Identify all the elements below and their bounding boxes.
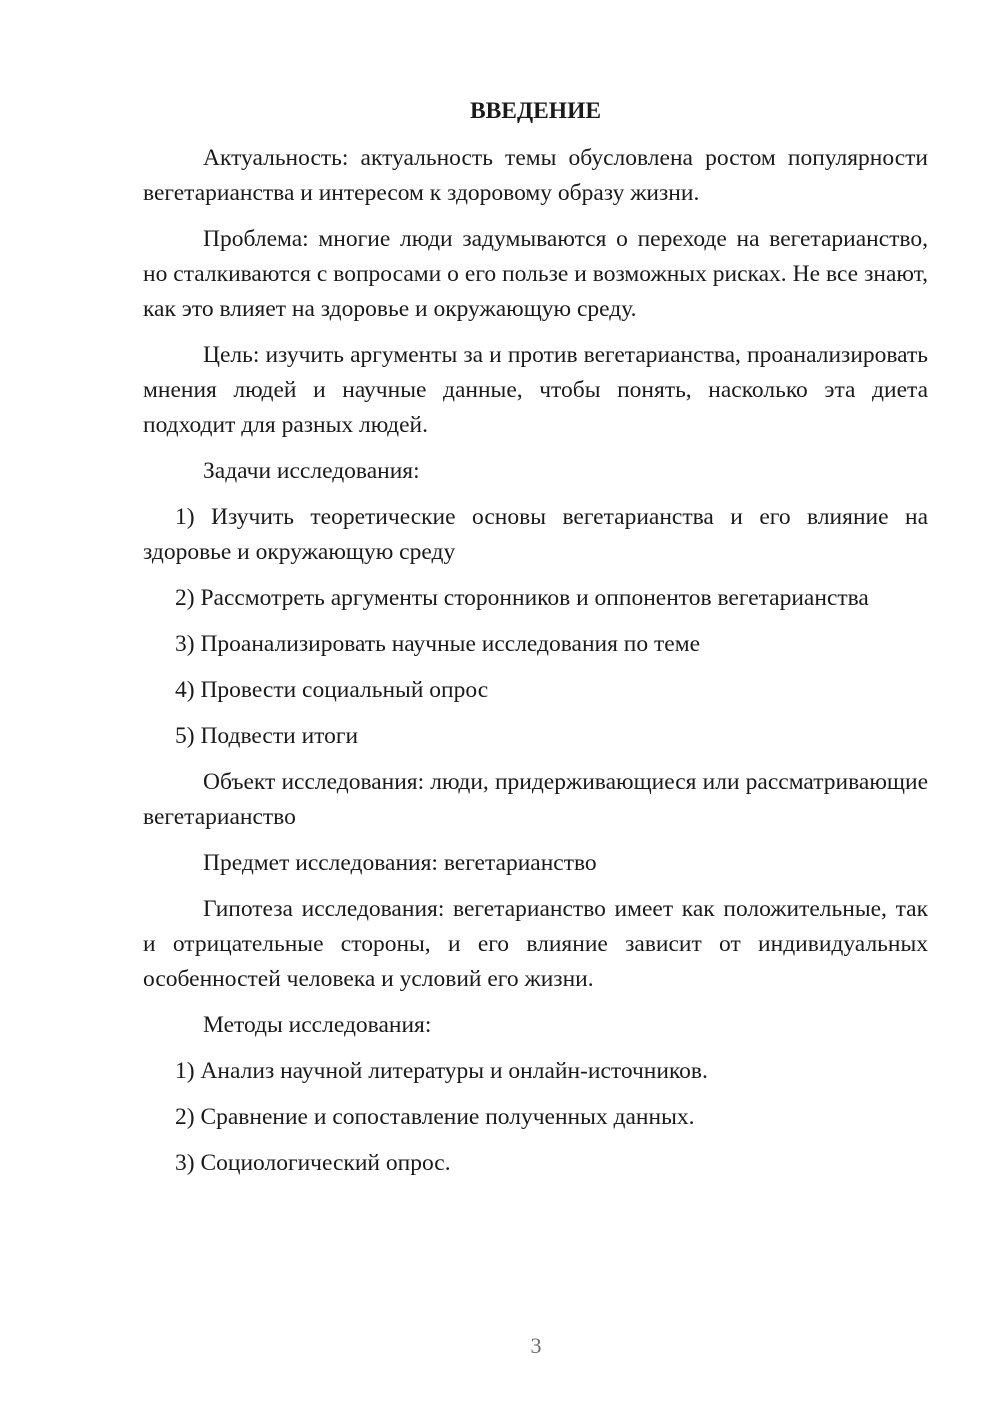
- task-item: 5) Подвести итоги: [175, 723, 359, 749]
- task-item: 1) Изучить теоретические основы вегетарианства и его влияние на здоровье и окружающую среду: [143, 504, 928, 565]
- tasks-heading: Задачи исследования:: [203, 458, 420, 484]
- hypothesis-paragraph: Гипотеза исследования: вегетарианство имеет как положительные, так и отрицательные стороны, и его влияние зависит от индивидуальных особенностей человека и условий его жизни.: [143, 896, 928, 992]
- page-number: 3: [530, 1333, 542, 1358]
- problem-paragraph: Проблема: многие люди задумываются о переходе на вегетарианство, но сталкиваются с вопросами о его пользе и возможных рисках. Не все знают, как это влияет на здоровье и окружающую среду.: [143, 226, 928, 322]
- goal-paragraph: Цель: изучить аргументы за и против вегетарианства, проанализировать мнения людей и научные данные, чтобы понять, насколько эта диета подходит для разных людей.: [143, 342, 928, 438]
- task-item: 4) Провести социальный опрос: [175, 677, 489, 703]
- method-item: 2) Сравнение и сопоставление полученных данных.: [175, 1104, 695, 1130]
- page-content: [143, 94, 928, 1192]
- subject-paragraph: Предмет исследования: вегетарианство: [203, 850, 597, 876]
- method-item: 3) Социологический опрос.: [175, 1150, 451, 1176]
- task-item: 2) Рассмотреть аргументы сторонников и оппонентов вегетарианства: [175, 585, 869, 611]
- method-item: 1) Анализ научной литературы и онлайн-источников.: [175, 1058, 708, 1084]
- methods-heading: Методы исследования:: [203, 1012, 432, 1038]
- object-paragraph: Объект исследования: люди, придерживающиеся или рассматривающие вегетарианство: [143, 769, 928, 830]
- task-item: 3) Проанализировать научные исследования по теме: [175, 631, 700, 657]
- relevance-paragraph: Актуальность: актуальность темы обусловлена ростом популярности вегетарианства и интересом к здоровому образу жизни.: [143, 145, 928, 206]
- page-title: ВВЕДЕНИЕ: [469, 98, 602, 124]
